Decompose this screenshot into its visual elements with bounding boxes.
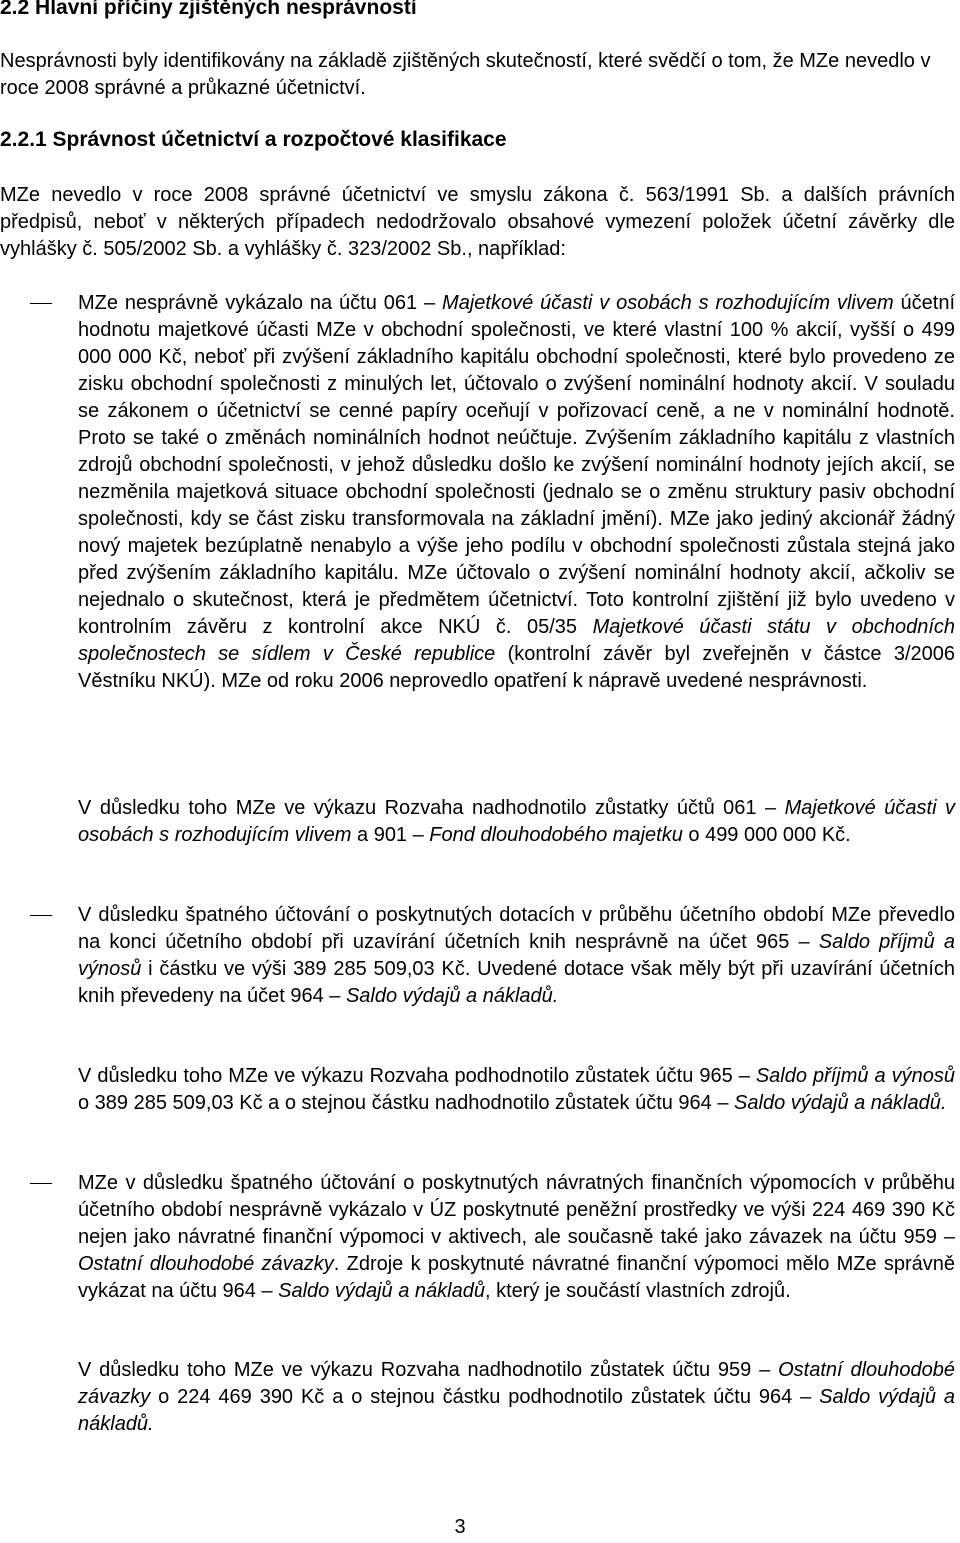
list-item-2-text <box>78 902 955 1010</box>
text-run: o 499 000 000 Kč. <box>682 824 851 846</box>
text-run: (kontrolní závěr byl zveřejněn v částce 3/2006 Věstníku NKÚ). MZe od roku 2006 neprovedlo opatření k nápravě uvedené nesprávnosti. <box>78 643 955 692</box>
list-item-3-text <box>78 1170 955 1305</box>
italic-run: Saldo výdajů a nákladů <box>278 1280 485 1302</box>
subsection-heading: 2.2.1 Správnost účetnictví a rozpočtové klasifikace <box>0 128 507 151</box>
text-run: o 224 469 390 Kč a o stejnou částku podhodnotilo zůstatek účtu 964 – <box>150 1386 820 1408</box>
dash-bullet-icon <box>30 303 52 304</box>
italic-run: Saldo výdajů a nákladů. <box>345 985 559 1007</box>
text-run: i částku ve výši 389 285 509,03 Kč. Uvedené dotace však měly být při uzavírání účetních knih převedeny na účet 964 – <box>78 958 955 1007</box>
italic-run: Saldo výdajů a nákladů. <box>734 1092 947 1114</box>
lead-paragraph: MZe nevedlo v roce 2008 správné účetnictví ve smyslu zákona č. 563/1991 Sb. a dalších právních předpisů, neboť v některých případech nedodržovalo obsahové vymezení položek účetní závěrky dle vyhlášky č. 505/2002 Sb. a vyhlášky č. 323/2002 Sb., například: <box>0 184 955 260</box>
italic-run: Majetkové účasti v osobách s rozhodujícím vlivem <box>442 292 894 314</box>
italic-run: Majetkové účasti v osobách s rozhodujícím vlivem <box>78 797 956 846</box>
italic-run: Saldo výdajů a nákladů. <box>78 1386 956 1435</box>
text-run: , který je součástí vlastních zdrojů. <box>484 1280 791 1302</box>
text-run: . Zdroje k poskytnuté návratné finanční výpomoci mělo MZe správně vykázat na účtu 964 – <box>78 1253 955 1302</box>
list-item-1 <box>0 290 960 695</box>
list-item-1-text <box>78 290 955 695</box>
intro-paragraph: Nesprávnosti byly identifikovány na základě zjištěných skutečností, které svědčí o tom, že MZe nevedlo v roce 2008 správné a průkazné účetnictví. <box>0 50 931 99</box>
text-run: a 901 – <box>351 824 430 846</box>
italic-run: Saldo příjmů a výnosů <box>755 1065 955 1087</box>
consequence-paragraph-1 <box>78 795 955 849</box>
text-run: účetní hodnotu majetkové účasti MZe v obchodní společnosti, ve které vlastní 100 % akcií, vyšší o 499 000 000 Kč, neboť při zvýšení základního kapitálu obchodní společnosti, které bylo provedeno ze zisku obchodní společnosti z minulých let, účtovalo o zvýšení nominální hodnoty akcií. V souladu se zákonem o účetnictví se cenné papíry oceňují v pořizovací ceně, a ne v nominální hodnotě. Proto se také o změnách nominálních hodnot neúčtuje. Zvýšením základního kapitálu z vlastních zdrojů obchodní společnosti, v jehož důsledku došlo ke zvýšení nominální hodnoty jejích akcií, se nezměnila majetková situace obchodní společnosti (jednalo se o změnu struktury pasiv obchodní společnosti, kdy se část zisku transformovala na základní jmění). MZe jako jediný akcionář žádný nový majetek bezúplatně nenabylo a výše jeho podílu v obchodní společnosti zůstala stejná jako před zvýšením základního kapitálu. MZe účtovalo o zvýšení nominální hodnoty akcií, ačkoliv se nejednalo o skutečnost, která je předmětem účetnictví. Toto kontrolní zjištění již bylo uvedeno v kontrolním závěru z kontrolní akce NKÚ č. 05/35 <box>78 292 956 638</box>
text-run: V důsledku toho MZe ve výkazu Rozvaha nadhodnotilo zůstatky účtů 061 – <box>78 797 785 819</box>
text-run: o 389 285 509,03 Kč a o stejnou částku nadhodnotilo zůstatek účtu 964 – <box>78 1092 735 1114</box>
text-run: V důsledku toho MZe ve výkazu Rozvaha podhodnotilo zůstatek účtu 965 – <box>78 1065 756 1087</box>
page-number: 3 <box>454 1516 466 1538</box>
italic-run: Saldo příjmů a výnosů <box>78 931 955 980</box>
text-run: MZe nesprávně vykázalo na účtu 061 – <box>78 292 443 314</box>
italic-run: Ostatní dlouhodobé závazky <box>78 1359 955 1408</box>
dash-bullet-icon <box>30 915 52 916</box>
text-run: V důsledku toho MZe ve výkazu Rozvaha nadhodnotilo zůstatek účtu 959 – <box>78 1359 779 1381</box>
section-heading: 2.2 Hlavní příčiny zjištěných nesprávností <box>0 0 417 19</box>
list-item-2 <box>0 902 960 1010</box>
list-item-3 <box>0 1170 960 1305</box>
text-run: MZe v důsledku špatného účtování o poskytnutých návratných finančních výpomocích v průběhu účetního období nesprávně vykázalo v ÚZ poskytnuté peněžní prostředky ve výši 224 469 390 Kč nejen jako návratné finanční výpomoci v aktivech, ale současně také jako závazek na účtu 959 – <box>78 1172 955 1248</box>
dash-bullet-icon <box>30 1183 52 1184</box>
italic-run: Fond dlouhodobého majetku <box>429 824 683 846</box>
consequence-paragraph-3 <box>78 1357 955 1438</box>
italic-run: Ostatní dlouhodobé závazky <box>78 1253 334 1275</box>
text-run: V důsledku špatného účtování o poskytnutých dotacích v průběhu účetního období MZe převedlo na konci účetního období při uzavírání účetních knih nesprávně na účet 965 – <box>78 904 955 953</box>
consequence-paragraph-2 <box>78 1063 955 1117</box>
italic-run: Majetkové účasti státu v obchodních společnostech se sídlem v České republice <box>78 616 955 665</box>
